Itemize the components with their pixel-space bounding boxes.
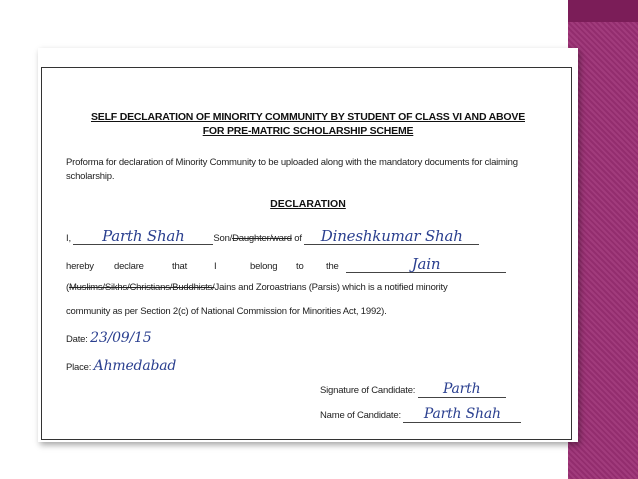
declaration-line-3 xyxy=(66,282,561,293)
word-declare: declare xyxy=(114,261,144,272)
struck-daughter-ward: Daughter/ward xyxy=(232,233,292,244)
scanned-document xyxy=(38,48,578,442)
community-handwritten: Jain xyxy=(346,256,506,273)
title-line-2: FOR PRE-MATRIC SCHOLARSHIP SCHEME xyxy=(202,125,414,137)
decorative-side-band-top xyxy=(568,0,638,22)
word-belong: belong xyxy=(250,261,278,272)
declaration-heading: DECLARATION xyxy=(270,198,346,210)
decorative-side-band xyxy=(568,0,638,479)
declaration-line-4: community as per Section 2(c) of National Commission for Minorities Act, 1992). xyxy=(66,306,387,317)
date-label: Date: xyxy=(66,334,88,345)
title-line-1: SELF DECLARATION OF MINORITY COMMUNITY BY STUDENT OF CLASS VI AND ABOVE xyxy=(90,111,525,123)
proforma-text: Proforma for declaration of Minority Community to be uploaded along with the mandatory documents for claiming scholarship. xyxy=(66,157,518,182)
open-paren: ( xyxy=(66,282,69,293)
of-label: of xyxy=(294,233,302,244)
son-label: Son/ xyxy=(213,233,233,244)
signature-line xyxy=(320,381,506,398)
word-to: to xyxy=(296,261,304,272)
word-hereby: hereby xyxy=(66,261,94,272)
signature-handwritten: Parth xyxy=(418,381,506,398)
parent-name-handwritten: Dineshkumar Shah xyxy=(304,228,479,245)
struck-communities: Muslims/Sikhs/Christians/Buddhists/ xyxy=(68,282,215,293)
place-label: Place: xyxy=(66,362,92,373)
document-title xyxy=(38,110,578,138)
place-handwritten: Ahmedabad xyxy=(93,358,177,374)
candidate-name-line xyxy=(320,406,521,423)
word-the: the xyxy=(326,261,339,272)
signature-label: Signature of Candidate: xyxy=(320,385,416,396)
declaration-line-1 xyxy=(66,228,561,245)
word-i: I xyxy=(214,261,217,272)
date-handwritten: 23/09/15 xyxy=(90,330,152,346)
candidate-name-label: Name of Candidate: xyxy=(320,410,401,421)
candidate-name-handwritten: Parth Shah xyxy=(403,406,521,423)
word-that: that xyxy=(172,261,188,272)
declaration-line-2 xyxy=(66,256,561,273)
pronoun-label: I, xyxy=(66,233,71,244)
student-name-handwritten: Parth Shah xyxy=(73,228,213,245)
notified-minority-text: Jains and Zoroastrians (Parsis) which is a notified minority xyxy=(214,282,448,293)
place-line xyxy=(66,358,561,374)
date-line xyxy=(66,330,561,346)
